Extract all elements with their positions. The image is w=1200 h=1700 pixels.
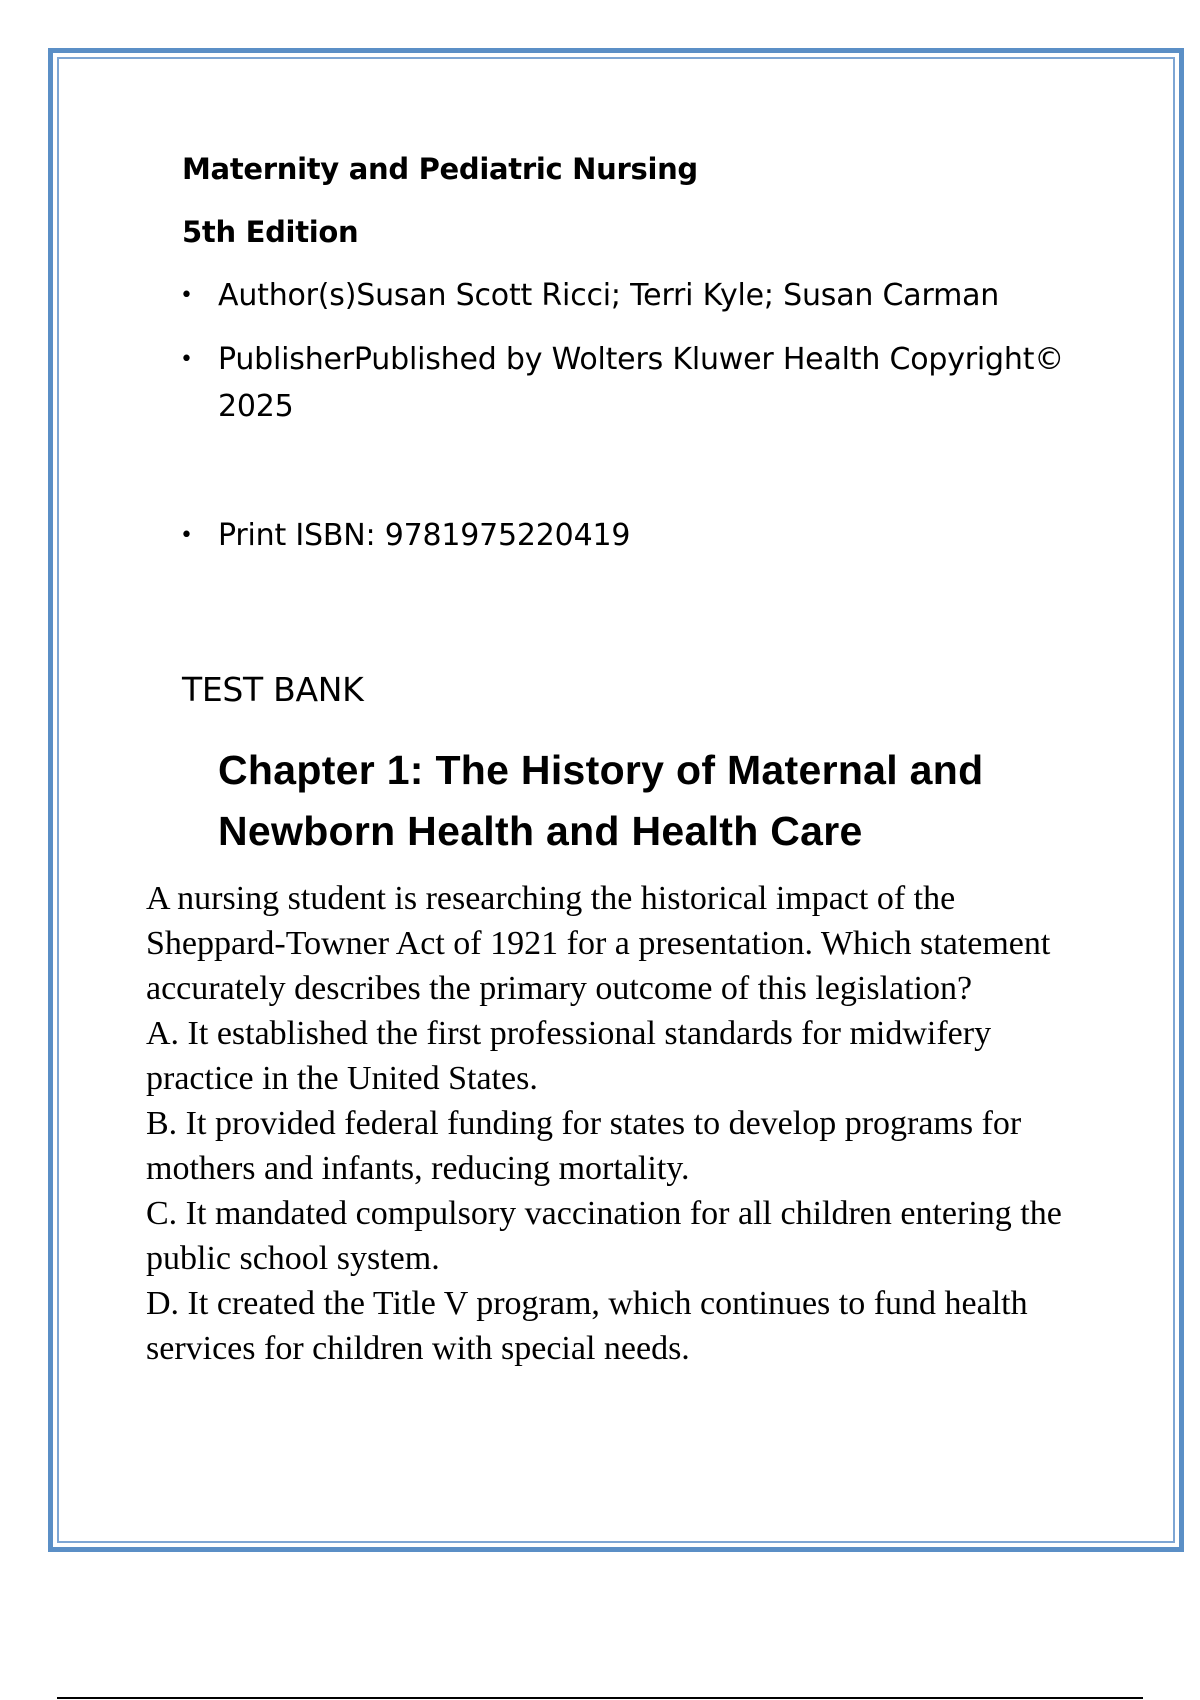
authors-text: Author(s)Susan Scott Ricci; Terri Kyle; Susan Carman <box>218 278 1000 313</box>
meta-item-authors <box>182 272 1078 319</box>
question-block <box>146 876 1096 1371</box>
bottom-rule <box>57 1697 1143 1699</box>
answer-option-c: C. It mandated compulsory vaccination for all children entering the public school system. <box>146 1195 1062 1277</box>
bullet-icon: • <box>180 283 193 308</box>
section-label: TEST BANK <box>182 670 364 709</box>
chapter-heading: Chapter 1: The History of Maternal and Newborn Health and Health Care <box>218 747 984 854</box>
meta-item-publisher <box>182 336 1078 430</box>
answer-option-b: B. It provided federal funding for states to develop programs for mothers and infants, reducing mortality. <box>146 1105 1022 1187</box>
answer-option-d: D. It created the Title V program, which continues to fund health services for children with special needs. <box>146 1285 1028 1367</box>
publisher-text: PublisherPublished by Wolters Kluwer Health Copyright© 2025 <box>218 342 1065 424</box>
answer-option-a: A. It established the first professional standards for midwifery practice in the United States. <box>146 1015 992 1097</box>
book-info <box>180 146 1082 553</box>
meta-item-isbn <box>182 512 1078 559</box>
bullet-icon: • <box>180 347 193 372</box>
book-edition: 5th Edition <box>182 215 359 249</box>
isbn-text: Print ISBN: 9781975220419 <box>218 518 631 553</box>
question-stem: A nursing student is researching the historical impact of the Sheppard-Towner Act of 1921 for a presentation. Which statement accurately describes the primary outcome of this legislation? <box>146 880 1051 1007</box>
book-title: Maternity and Pediatric Nursing <box>182 152 698 186</box>
bullet-icon: • <box>180 523 193 548</box>
